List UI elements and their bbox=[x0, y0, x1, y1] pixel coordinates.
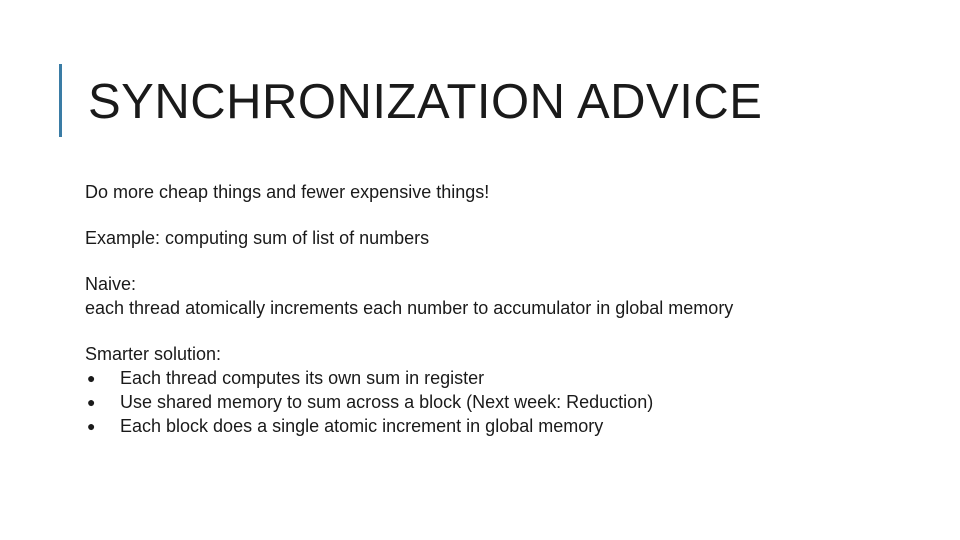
list-item bbox=[85, 414, 945, 438]
paragraph-naive bbox=[85, 272, 945, 320]
slide-title: SYNCHRONIZATION ADVICE bbox=[88, 75, 763, 129]
slide-body bbox=[85, 180, 945, 460]
paragraph-example bbox=[85, 226, 945, 250]
naive-text: each thread atomically increments each number to accumulator in global memory bbox=[85, 298, 734, 318]
paragraph-text: Do more cheap things and fewer expensive things! bbox=[85, 182, 490, 202]
bullet-list bbox=[85, 366, 945, 438]
paragraph-text: Example: computing sum of list of numbers bbox=[85, 228, 430, 248]
smarter-label: Smarter solution: bbox=[85, 344, 222, 364]
bullet-icon: ● bbox=[87, 418, 96, 434]
paragraph-smarter bbox=[85, 342, 945, 438]
bullet-icon: ● bbox=[87, 370, 96, 386]
bullet-text: Each thread computes its own sum in register bbox=[120, 368, 485, 388]
bullet-icon: ● bbox=[87, 394, 96, 410]
list-item bbox=[85, 390, 945, 414]
naive-label: Naive: bbox=[85, 274, 137, 294]
bullet-text: Each block does a single atomic increment in global memory bbox=[120, 416, 604, 436]
paragraph-cheap-things bbox=[85, 180, 945, 204]
list-item bbox=[85, 366, 945, 390]
bullet-text: Use shared memory to sum across a block (Next week: Reduction) bbox=[120, 392, 654, 412]
title-accent-bar bbox=[59, 64, 62, 137]
